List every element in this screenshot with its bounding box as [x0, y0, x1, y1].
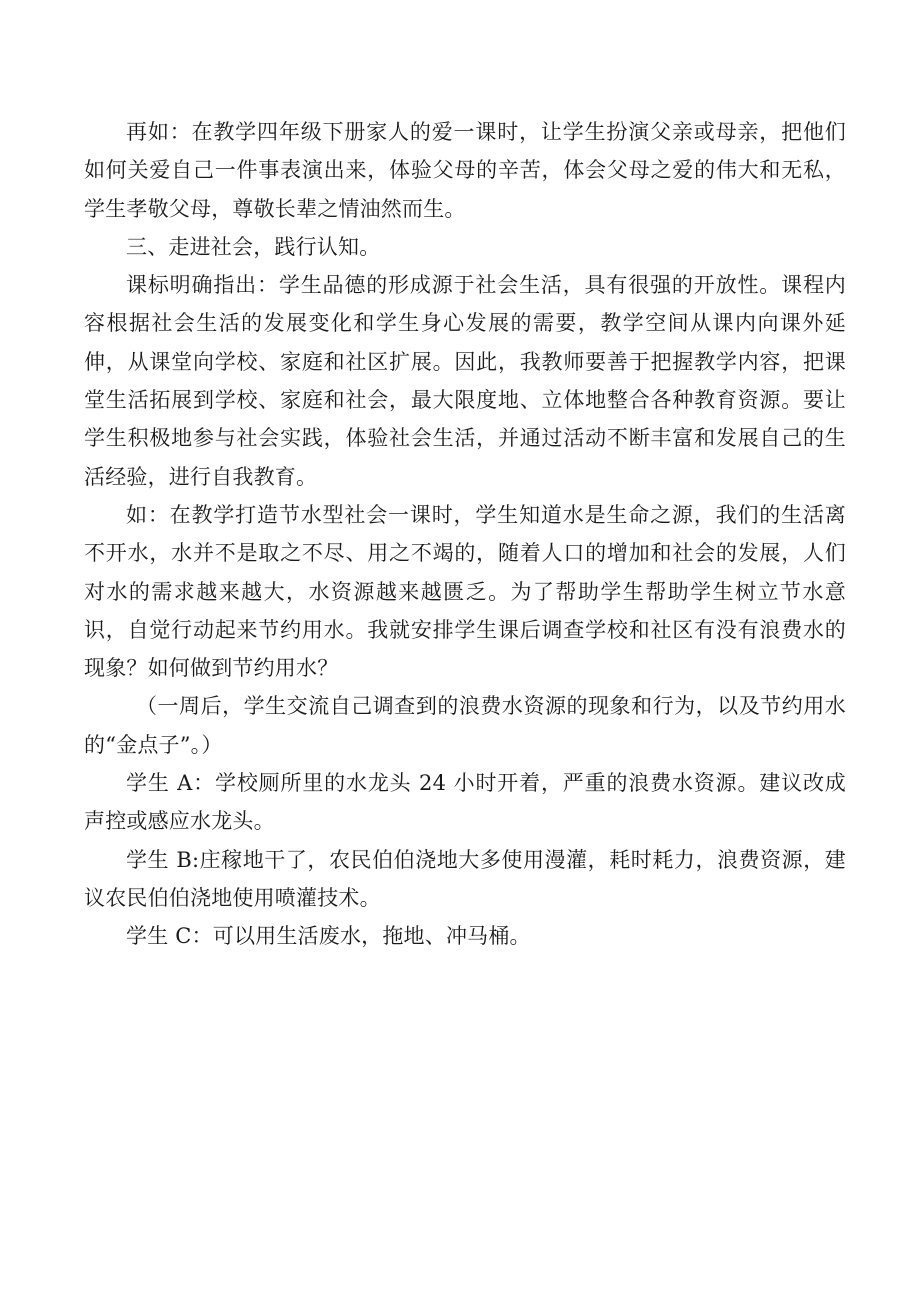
document-page	[84, 113, 846, 956]
paragraph-student-a: 学生 A：学校厕所里的水龙头 24 小时开着，严重的浪费水资源。建议改成声控或感应水龙头。	[84, 771, 846, 834]
paragraph-example-family-love: 再如：在教学四年级下册家人的爱一课时，让学生扮演父亲或母亲，把他们如何关爱自己一件事表演出来，体验父母的辛苦，体会父母之爱的伟大和无私，学生孝敬父母，尊敬长辈之情油然而生。	[84, 120, 846, 221]
section-heading-society: 三、走进社会，践行认知。	[126, 234, 381, 259]
paragraph-curriculum-standard: 课标明确指出：学生品德的形成源于社会生活，具有很强的开放性。课程内容根据社会生活的发展变化和学生身心发展的需要，教学空间从课内向课外延伸，从课堂向学校、家庭和社区扩展。因此，我教师要善于把握教学内容，把课堂生活拓展到学校、家庭和社会，最大限度地、立体地整合各种教育资源。要让学生积极地参与社会实践，体验社会生活，并通过活动不断丰富和发展自己的生活经验，进行自我教育。	[84, 273, 846, 489]
paragraph-student-c: 学生 C：可以用生活废水，拖地、冲马桶。	[126, 924, 531, 949]
paragraph-example-water-saving: 如：在教学打造节水型社会一课时，学生知道水是生命之源，我们的生活离不开水，水并不是取之不尽、用之不竭的，随着人口的增加和社会的发展，人们对水的需求越来越大，水资源越来越匮乏。为了帮助学生帮助学生树立节水意识，自觉行动起来节约用水。我就安排学生课后调查学校和社区有没有浪费水的现象？如何做到节约用水？	[84, 502, 846, 681]
paragraph-week-later-note: （一周后，学生交流自己调查到的浪费水资源的现象和行为，以及节约用水的“金点子”。）	[84, 694, 846, 757]
paragraph-student-b: 学生 B:庄稼地干了，农民伯伯浇地大多使用漫灌，耗时耗力，浪费资源，建议农民伯伯浇地使用喷灌技术。	[84, 847, 846, 910]
